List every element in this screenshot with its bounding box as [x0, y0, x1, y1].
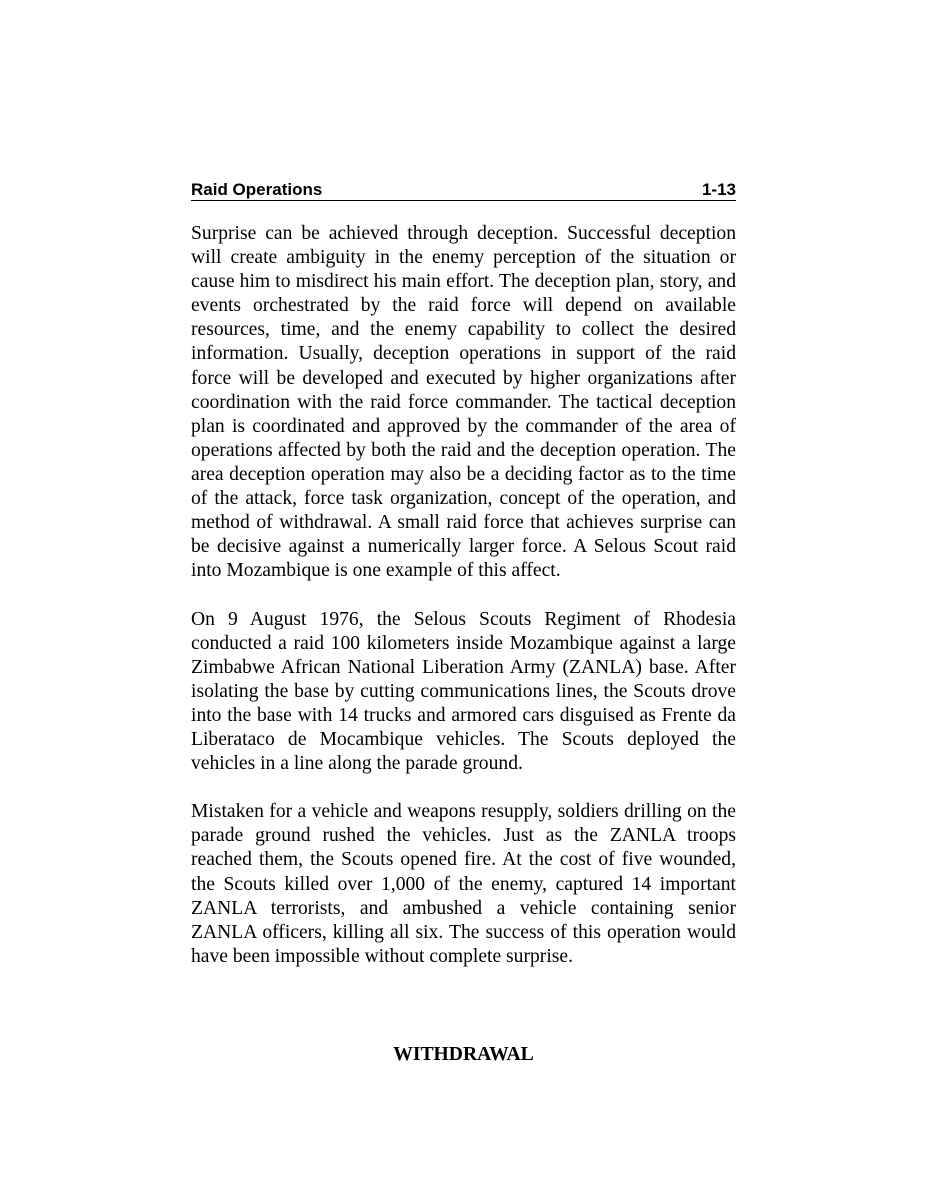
- paragraph-raid-outcome: Mistaken for a vehicle and weapons resupply, soldiers drilling on the parade ground rushed the vehicles. Just as the ZANLA troops reached them, the Scouts opened fire. At the cost of five wounded, the Scouts killed over 1,000 of the enemy, captured 14 important ZANLA terrorists, and ambushed a vehicle containing senior ZANLA officers, killing all six. The success of this operation would have been impossible without complete surprise.: [191, 801, 736, 967]
- paragraph-deception: Surprise can be achieved through deception. Successful deception will create ambiguity in the enemy perception of the situation or cause him to misdirect his main effort. The deception plan, story, and events orchestrated by the raid force will depend on available resources, time, and the enemy capability to collect the desired information. Usually, deception operations in support of the raid force will be developed and executed by higher organizations after coordination with the raid force commander. The tactical deception plan is coordinated and approved by the commander of the area of operations affected by both the raid and the deception operation. The area deception operation may also be a deciding factor as to the time of the attack, force task organization, concept of the operation, and method of withdrawal. A small raid force that achieves surprise can be decisive against a numerically larger force. A Selous Scout raid into Mozambique is one example of this affect.: [191, 223, 736, 582]
- section-heading-withdrawal: WITHDRAWAL: [393, 1044, 534, 1065]
- body-text: [191, 222, 736, 993]
- running-header: [191, 178, 736, 201]
- header-section-title: Raid Operations: [191, 180, 323, 199]
- header-page-number: 1-13: [701, 180, 736, 199]
- paragraph-selous-scouts-raid: On 9 August 1976, the Selous Scouts Regiment of Rhodesia conducted a raid 100 kilometers inside Mozambique against a large Zimbabwe African National Liberation Army (ZANLA) base. After isolating the base by cutting communications lines, the Scouts drove into the base with 14 trucks and armored cars disguised as Frente da Liberataco de Mocambique vehicles. The Scouts deployed the vehicles in a line along the parade ground.: [191, 608, 736, 775]
